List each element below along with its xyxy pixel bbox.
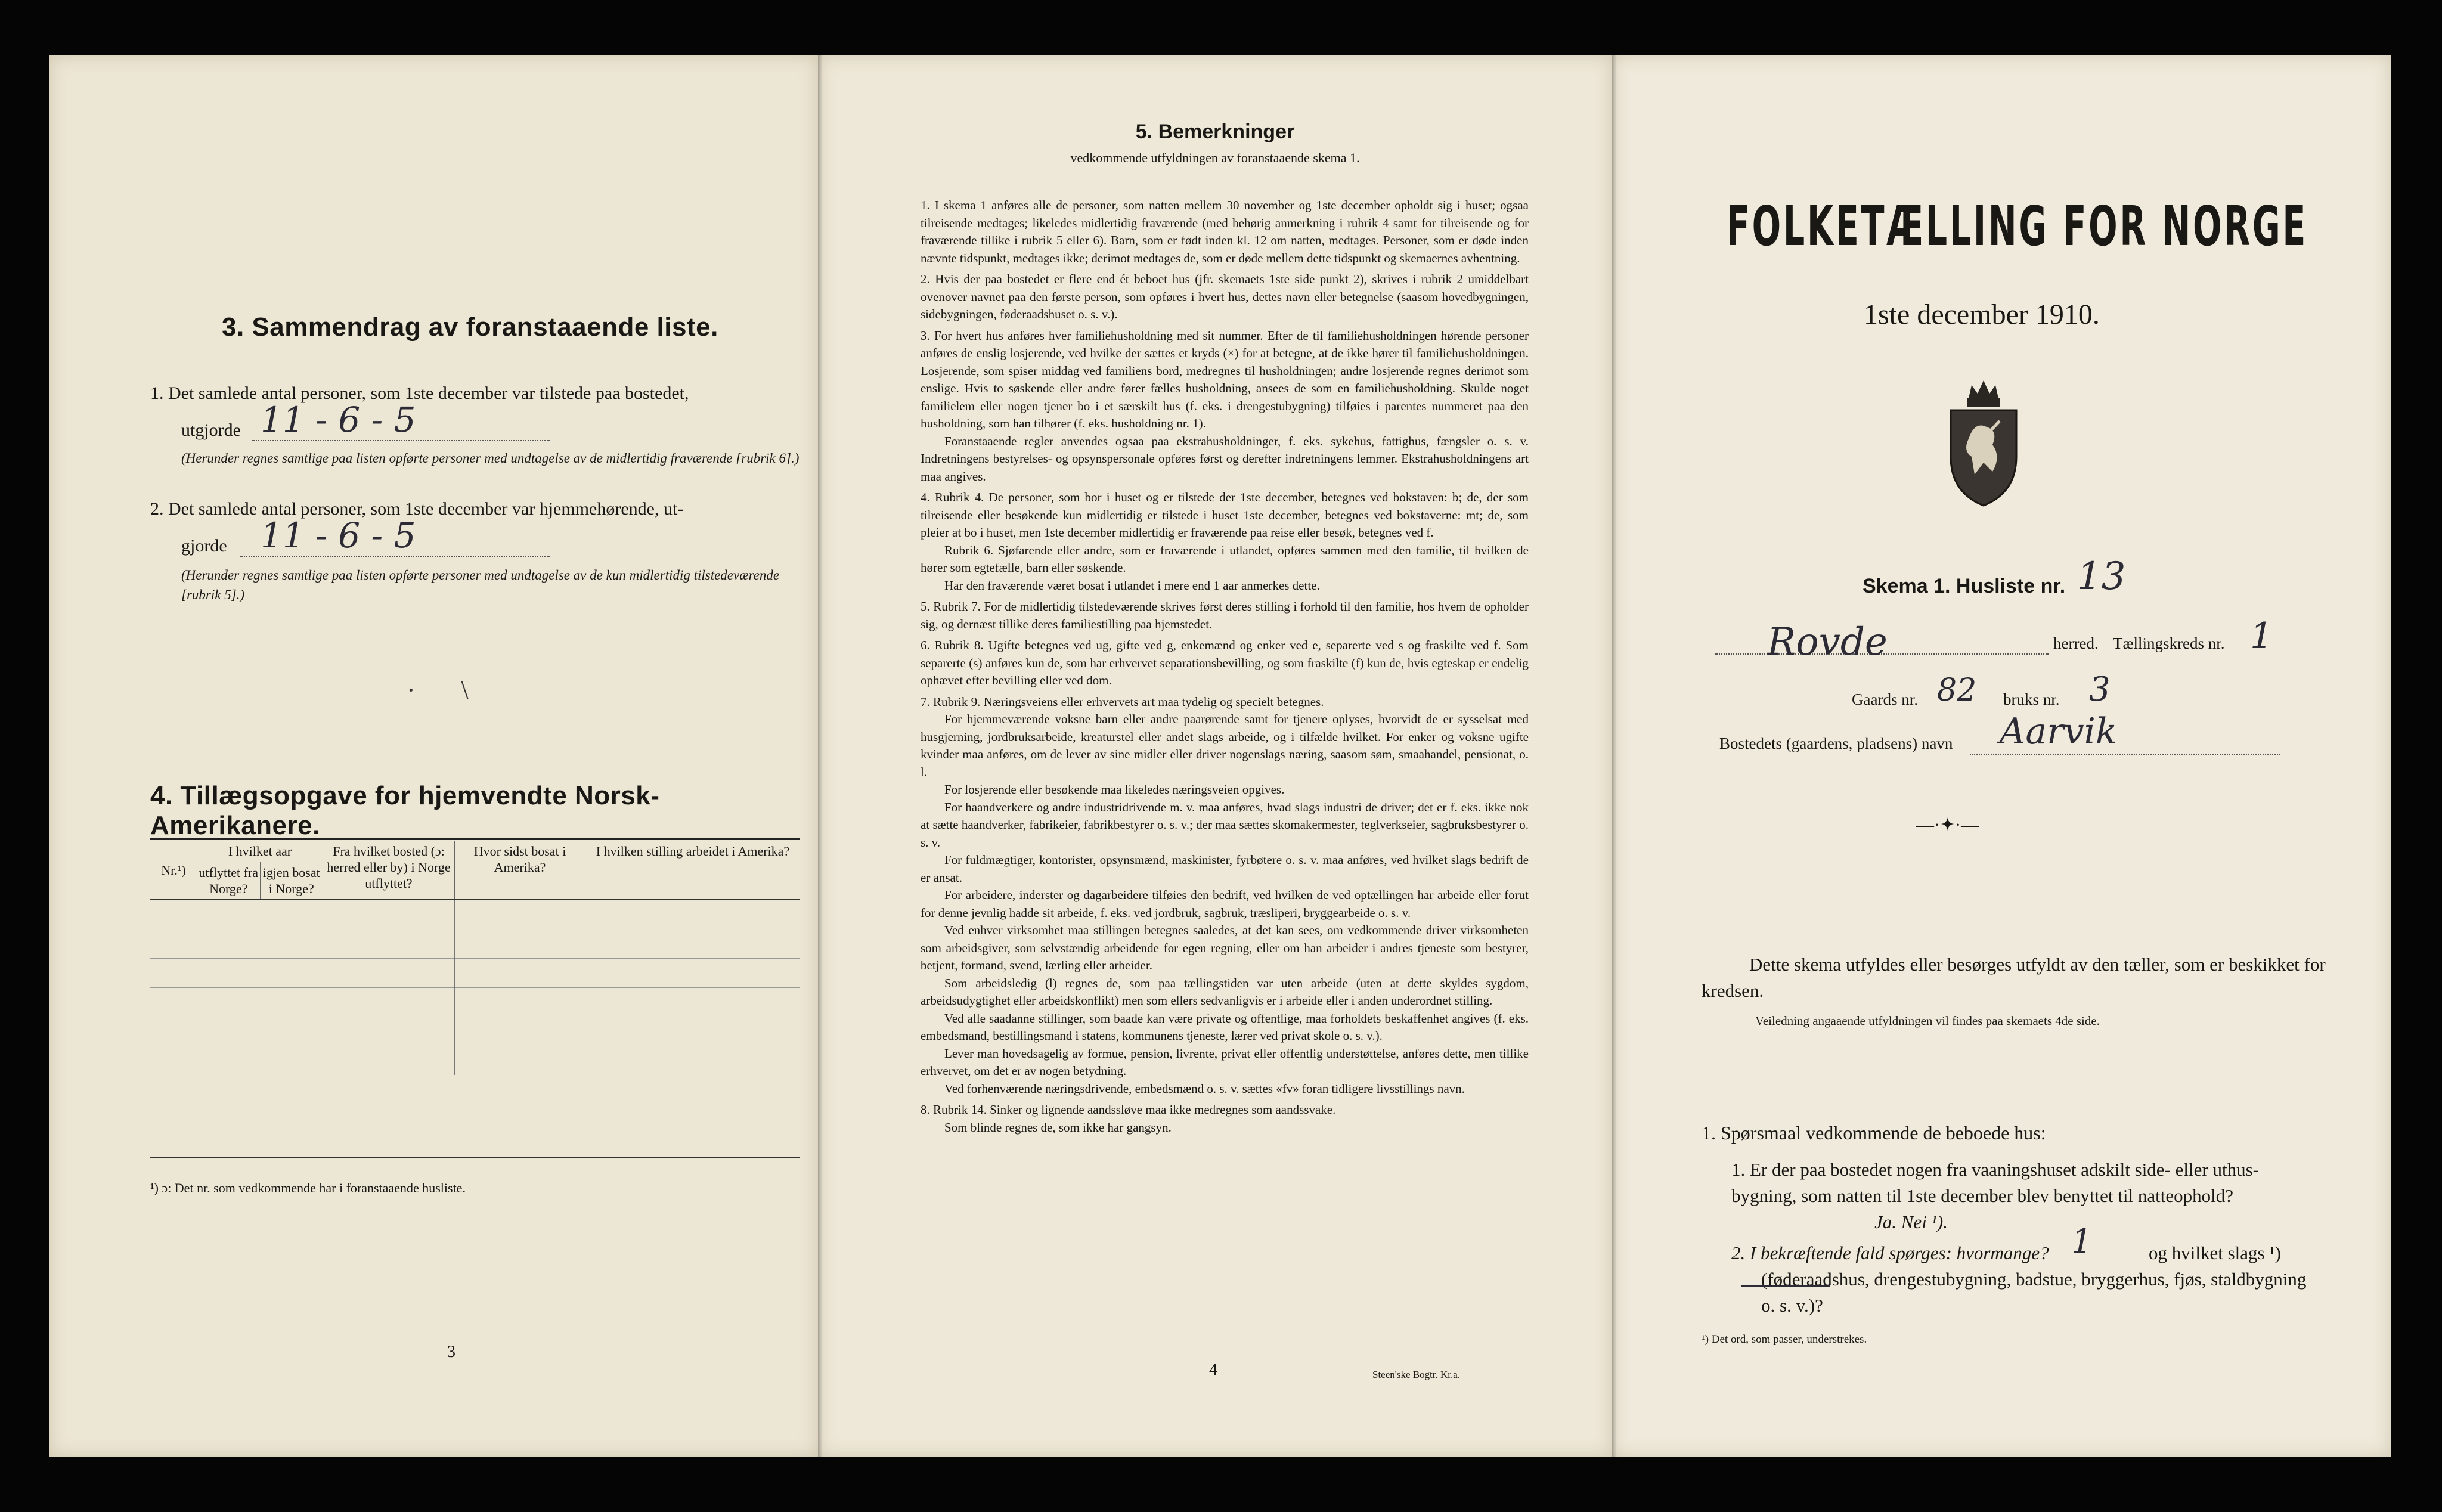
question-1: 1. Er der paa bostedet nogen fra vaaningshuset adskilt side- eller uthus-bygning, som natten til 1ste december blev benyttet til natteophold? — [1731, 1159, 2259, 1206]
col-igjen: igjen bosat i Norge? — [262, 865, 320, 896]
table-row — [150, 929, 800, 959]
remark-8b: Som blinde regnes de, som ikke har gangsyn. — [944, 1120, 1172, 1135]
section3-item2-label: gjorde — [181, 536, 227, 556]
col-year-group — [197, 841, 323, 900]
page-fold — [1612, 55, 1617, 1457]
section4-table-top — [150, 838, 800, 840]
table-row — [150, 900, 800, 929]
husliste-number: 13 — [2077, 554, 2126, 599]
remark-7j: Lever man hovedsagelig av formue, pension, livrente, privat eller offentlig understøttelse, anføres dette, men tillike erhvervet, om det er av nogen betydning. — [921, 1046, 1529, 1078]
section3-item2-note: (Herunder regnes samtlige paa listen opførte personer med undtagelse av de kun midlertidig tilstedeværende [rubrik 5].) — [181, 568, 780, 602]
remark-7b: For hjemmeværende voksne barn eller andre paarørende samt for tjenere oplyses, hvorvidt de er sysselsat med husgjerning, jordbruksarbeide, kreaturstel eller andet slags arbeide, og i tilfælde hvilket. For enker og voksne ugifte kvinder maa anføres, om de lever av sine midler eller driver nogenslags næring, saasom søm, smaahandel, pensionat, o. l. — [921, 712, 1529, 779]
remarks-subtitle: vedkommende utfyldningen av foranstaaende skema 1. — [1070, 150, 1360, 165]
ornament: —·✦·— — [1916, 815, 1979, 835]
herred-label: herred. — [2053, 634, 2099, 652]
table-row — [150, 1046, 800, 1076]
kreds-value: 1 — [2250, 615, 2273, 657]
pen-marks: · \ — [407, 676, 469, 705]
table-row — [150, 1017, 800, 1046]
remark-7c: For losjerende eller besøkende maa likeledes næringsveien opgives. — [944, 782, 1285, 797]
col-fra-bosted: Fra hvilket bosted (ɔ: herred eller by) i Norge utflyttet? — [323, 841, 455, 900]
remark-7f: For arbeidere, inderster og dagarbeidere tilføies den bedrift, ved hvilken de ved optællingen har arbeide eller forut for denne jevnlig hadde sit arbeide, f. eks. ved jordbruk, sagbruk, træsliperi, bryggearbeide o. s. v. — [921, 888, 1529, 920]
col-year-group-label: I hvilket aar — [197, 841, 323, 862]
question-2-rest: og hvilket slags ¹) (føderaadshus, drengestubygning, badstue, bryggerhus, fjøs, staldbygning o. s. v.)? — [1761, 1243, 2307, 1316]
remark-1: 1. I skema 1 anføres alle de personer, som natten mellem 30 november og 1ste december opholdt sig i huset; ogsaa tilreisende medtages; likeledes midlertidig fraværende (med behørig anmerkning i rubrik 4 samt for tilreisende og for fraværende tillike i rubrik 5 eller 6). Barn, som er født inden kl. 12 om natten, medtages. Personer, som er døde inden nævnte tidspunkt, medtages ikke; derimot medtages de, som er døde mellem dette tidspunkt og skemaernes avhentning. — [921, 198, 1529, 265]
section3-item2: 2. Det samlede antal personer, som 1ste december var hjemmehørende, ut- — [150, 499, 684, 519]
bruk-value: 3 — [2089, 670, 2111, 709]
bosted-value: Aarvik — [2000, 711, 2118, 752]
section3-item1-note: (Herunder regnes samtlige paa listen opførte personer med undtagelse av de midlertidig fraværende [rubrik 6].) — [181, 451, 799, 466]
remark-7h: Som arbeidsledig (l) regnes de, som paa tællingstiden var uten arbeide (uten at dette skyldes sygdom, arbeidsudygtighet eller arbeidskonflikt) men som ellers sedvanligvis er i arbeide eller i anden underordnet stilling. — [921, 975, 1529, 1008]
table-row — [150, 959, 800, 988]
remark-7k: Ved forhenværende næringsdrivende, embedsmænd o. s. v. sættes «fv» foran tidligere livsstillings navn. — [944, 1081, 1465, 1096]
intro-text: Dette skema utfyldes eller besørges utfyldt av den tæller, som er beskikket for kredsen. — [1702, 954, 2326, 1001]
remark-2: 2. Hvis der paa bostedet er flere end ét beboet hus (jfr. skemaets 1ste side punkt 2), skrives i rubrik 2 umiddelbart ovenover navnet paa den første person, som opføres i hvert hus, dettes navn eller betegnelse (saasom hovedbygningen, sidebygningen, føderaadshuset o. s. v.). — [921, 272, 1529, 321]
section4-title: 4. Tillægsopgave for hjemvendte Norsk-Amerikanere. — [150, 781, 660, 840]
bosted-label: Bostedets (gaardens, pladsens) navn — [1719, 735, 1953, 752]
remarks-title: 5. Bemerkninger — [1135, 120, 1295, 143]
answer-rule — [252, 440, 550, 441]
remark-4: 4. Rubrik 4. De personer, som bor i huset og er tilstede der 1ste december, betegnes ved bokstaven: b; de, der som tilreisende eller besøkende kun midlertidig er tilstede i huset 1ste december, betegnes ved bokstaverne: mt; de, som pleier at bo i huset, men 1ste december midlertidig er fraværende paa reise eller besøk, betegnes ved f. — [921, 490, 1529, 540]
section3-item1-label: utgjorde — [181, 420, 241, 440]
table-bottom-rule — [150, 1157, 800, 1158]
kreds-label: Tællingskreds nr. — [2113, 634, 2225, 652]
bruk-label: bruks nr. — [2003, 690, 2060, 708]
section3-title: 3. Sammendrag av foranstaaende liste. — [222, 312, 718, 342]
remark-7d: For haandverkere og andre industridrivende m. v. maa anføres, hvad slags industri de driver; det er f. eks. ikke nok at sætte haandverker, fabrikeier, fabrikbestyrer o. s. v.; der maa sættes skomakermester, teglverkseier, sagbruksbestyrer o. s. v. — [921, 800, 1529, 850]
page-number-left: 3 — [447, 1343, 455, 1361]
printer-mark: Steen'ske Bogtr. Kr.a. — [1372, 1369, 1461, 1380]
remark-3: 3. For hvert hus anføres hver familiehusholdning med sit nummer. Efter de til familiehusholdningen hørende personer anføres de enslig losjerende, ved hvilke der sættes et kryds (×) for at betegne, at de ikke hører til familiehusholdningen. Losjerende, som spiser middag ved familiens bord, medregnes til husholdningen; andre losjerende regnes derimot som enslige. Hvis to søskende eller andre fører fælles husholdning, ansees de som en familiehusholdning. Skulde noget familielem eller nogen tjener bo i et særskilt hus (f. eks. i drengestubygning) tilføies i parentes nummeret paa den husholdning, som han tilhører (f. eks. husholdning nr. 1). — [921, 328, 1529, 430]
gaard-value: 82 — [1937, 673, 1977, 708]
remark-7i: Ved alle saadanne stillinger, som baade kan være private og offentlige, maa forholdets beskaffenhet angives (f. eks. embedsmand, bestillingsmand i statens, kommunens tjeneste, lærer ved privat skole o. s. v.). — [921, 1011, 1529, 1043]
underline-mark — [1741, 1285, 1830, 1287]
remark-6: 6. Rubrik 8. Ugifte betegnes ved ug, gifte ved g, enkemænd og enker ved e, separerte ved s og fraskilte ved f. Som separerte (s) anføres kun de, som har erhvervet separationsbevilling, og som fraskilte (f) kun de, hvis egteskap er endelig ophævet efter bevilling eller ved dom. — [921, 638, 1529, 687]
remark-5: 5. Rubrik 7. For de midlertidig tilstedeværende skrives først deres stilling i forhold til den familie, hos hvem de opholder sig, og dernæst tillike deres familiestilling paa hjemstedet. — [921, 599, 1529, 631]
remark-4c: Har den fraværende været bosat i utlandet i mere end 1 aar anmerkes dette. — [944, 578, 1320, 593]
remark-7e: For fuldmægtiger, kontorister, opsynsmænd, maskinister, fyrbøtere o. s. v. maa anføres, ved hvilket slags bedrift de er ansat. — [921, 853, 1529, 885]
col-utflyttet: utflyttet fra Norge? — [197, 862, 261, 899]
gaard-label: Gaards nr. — [1852, 690, 1918, 708]
section3-item2-value: 11 - 6 - 5 — [261, 515, 416, 556]
coat-of-arms-icon — [1945, 373, 2022, 510]
section4-footnote: ¹) ɔ: Det nr. som vedkommende har i foranstaaende husliste. — [150, 1181, 466, 1195]
remark-4b: Rubrik 6. Sjøfarende eller andre, som er fraværende i utlandet, opføres sammen med den familie, til hvilken de hører som egtefælle, barn eller søskende. — [921, 543, 1529, 575]
census-title: FOLKETÆLLING FOR NORGE — [1727, 194, 2308, 258]
remark-3b: Foranstaaende regler anvendes ogsaa paa ekstrahusholdninger, f. eks. sykehus, fattighus, fængsler o. s. v. Indretningens bestyrelses- og opsynspersonale opføres først og derefter indretningens lemmer. Ekstrahusholdningens art maa angives. — [921, 433, 1529, 484]
remarks-body — [921, 197, 1529, 1136]
remark-7g: Ved enhver virksomhet maa stillingen betegnes saaledes, at det kan sees, om vedkommende driver virksomheten som arbeidsgiver, som selvstændig arbeidende for egen regning, eller om han arbeider i andres tjeneste som bestyrer, betjent, formand, svend, lærling eller arbeider. — [921, 923, 1529, 972]
col-nr: Nr.¹) — [161, 862, 186, 878]
question-heading: 1. Spørsmaal vedkommende de beboede hus: — [1702, 1122, 2046, 1144]
census-date: 1ste december 1910. — [1864, 299, 2100, 330]
page-right — [1612, 55, 2391, 1457]
schema-label: Skema 1. Husliste nr. — [1863, 575, 2066, 597]
col-sidst-bosat: Hvor sidst bosat i Amerika? — [455, 841, 585, 900]
question-2: 2. I bekræftende fald spørges: hvormange? — [1731, 1243, 2049, 1263]
question-2-count: 1 — [2071, 1222, 2093, 1261]
norsk-amerikanere-table — [150, 841, 800, 1075]
footnote-right: ¹) Det ord, som passer, understrekes. — [1702, 1333, 1867, 1346]
question-1-answer: Ja. Nei ¹). — [1874, 1212, 1948, 1232]
intro-note: Veiledning angaaende utfyldningen vil findes paa skemaets 4de side. — [1755, 1014, 2100, 1028]
section3-item1: 1. Det samlede antal personer, som 1ste december var tilstede paa bostedet, — [150, 383, 689, 403]
remark-8: 8. Rubrik 14. Sinker og lignende aandssløve maa ikke medregnes som aandssvake. — [921, 1102, 1336, 1117]
page-middle — [818, 55, 1612, 1457]
answer-rule — [240, 556, 550, 557]
bosted-rule — [1970, 754, 2280, 755]
section3-item1-value: 11 - 6 - 5 — [261, 399, 416, 440]
page-left — [49, 55, 818, 1457]
col-stilling: I hvilken stilling arbeidet i Amerika? — [585, 841, 801, 900]
herred-value: Rovde — [1767, 620, 1888, 664]
page-number-middle: 4 — [1209, 1361, 1217, 1379]
table-row — [150, 988, 800, 1017]
remark-7: 7. Rubrik 9. Næringsveiens eller erhvervets art maa tydelig og specielt betegnes. — [921, 694, 1324, 709]
page-fold — [818, 55, 823, 1457]
